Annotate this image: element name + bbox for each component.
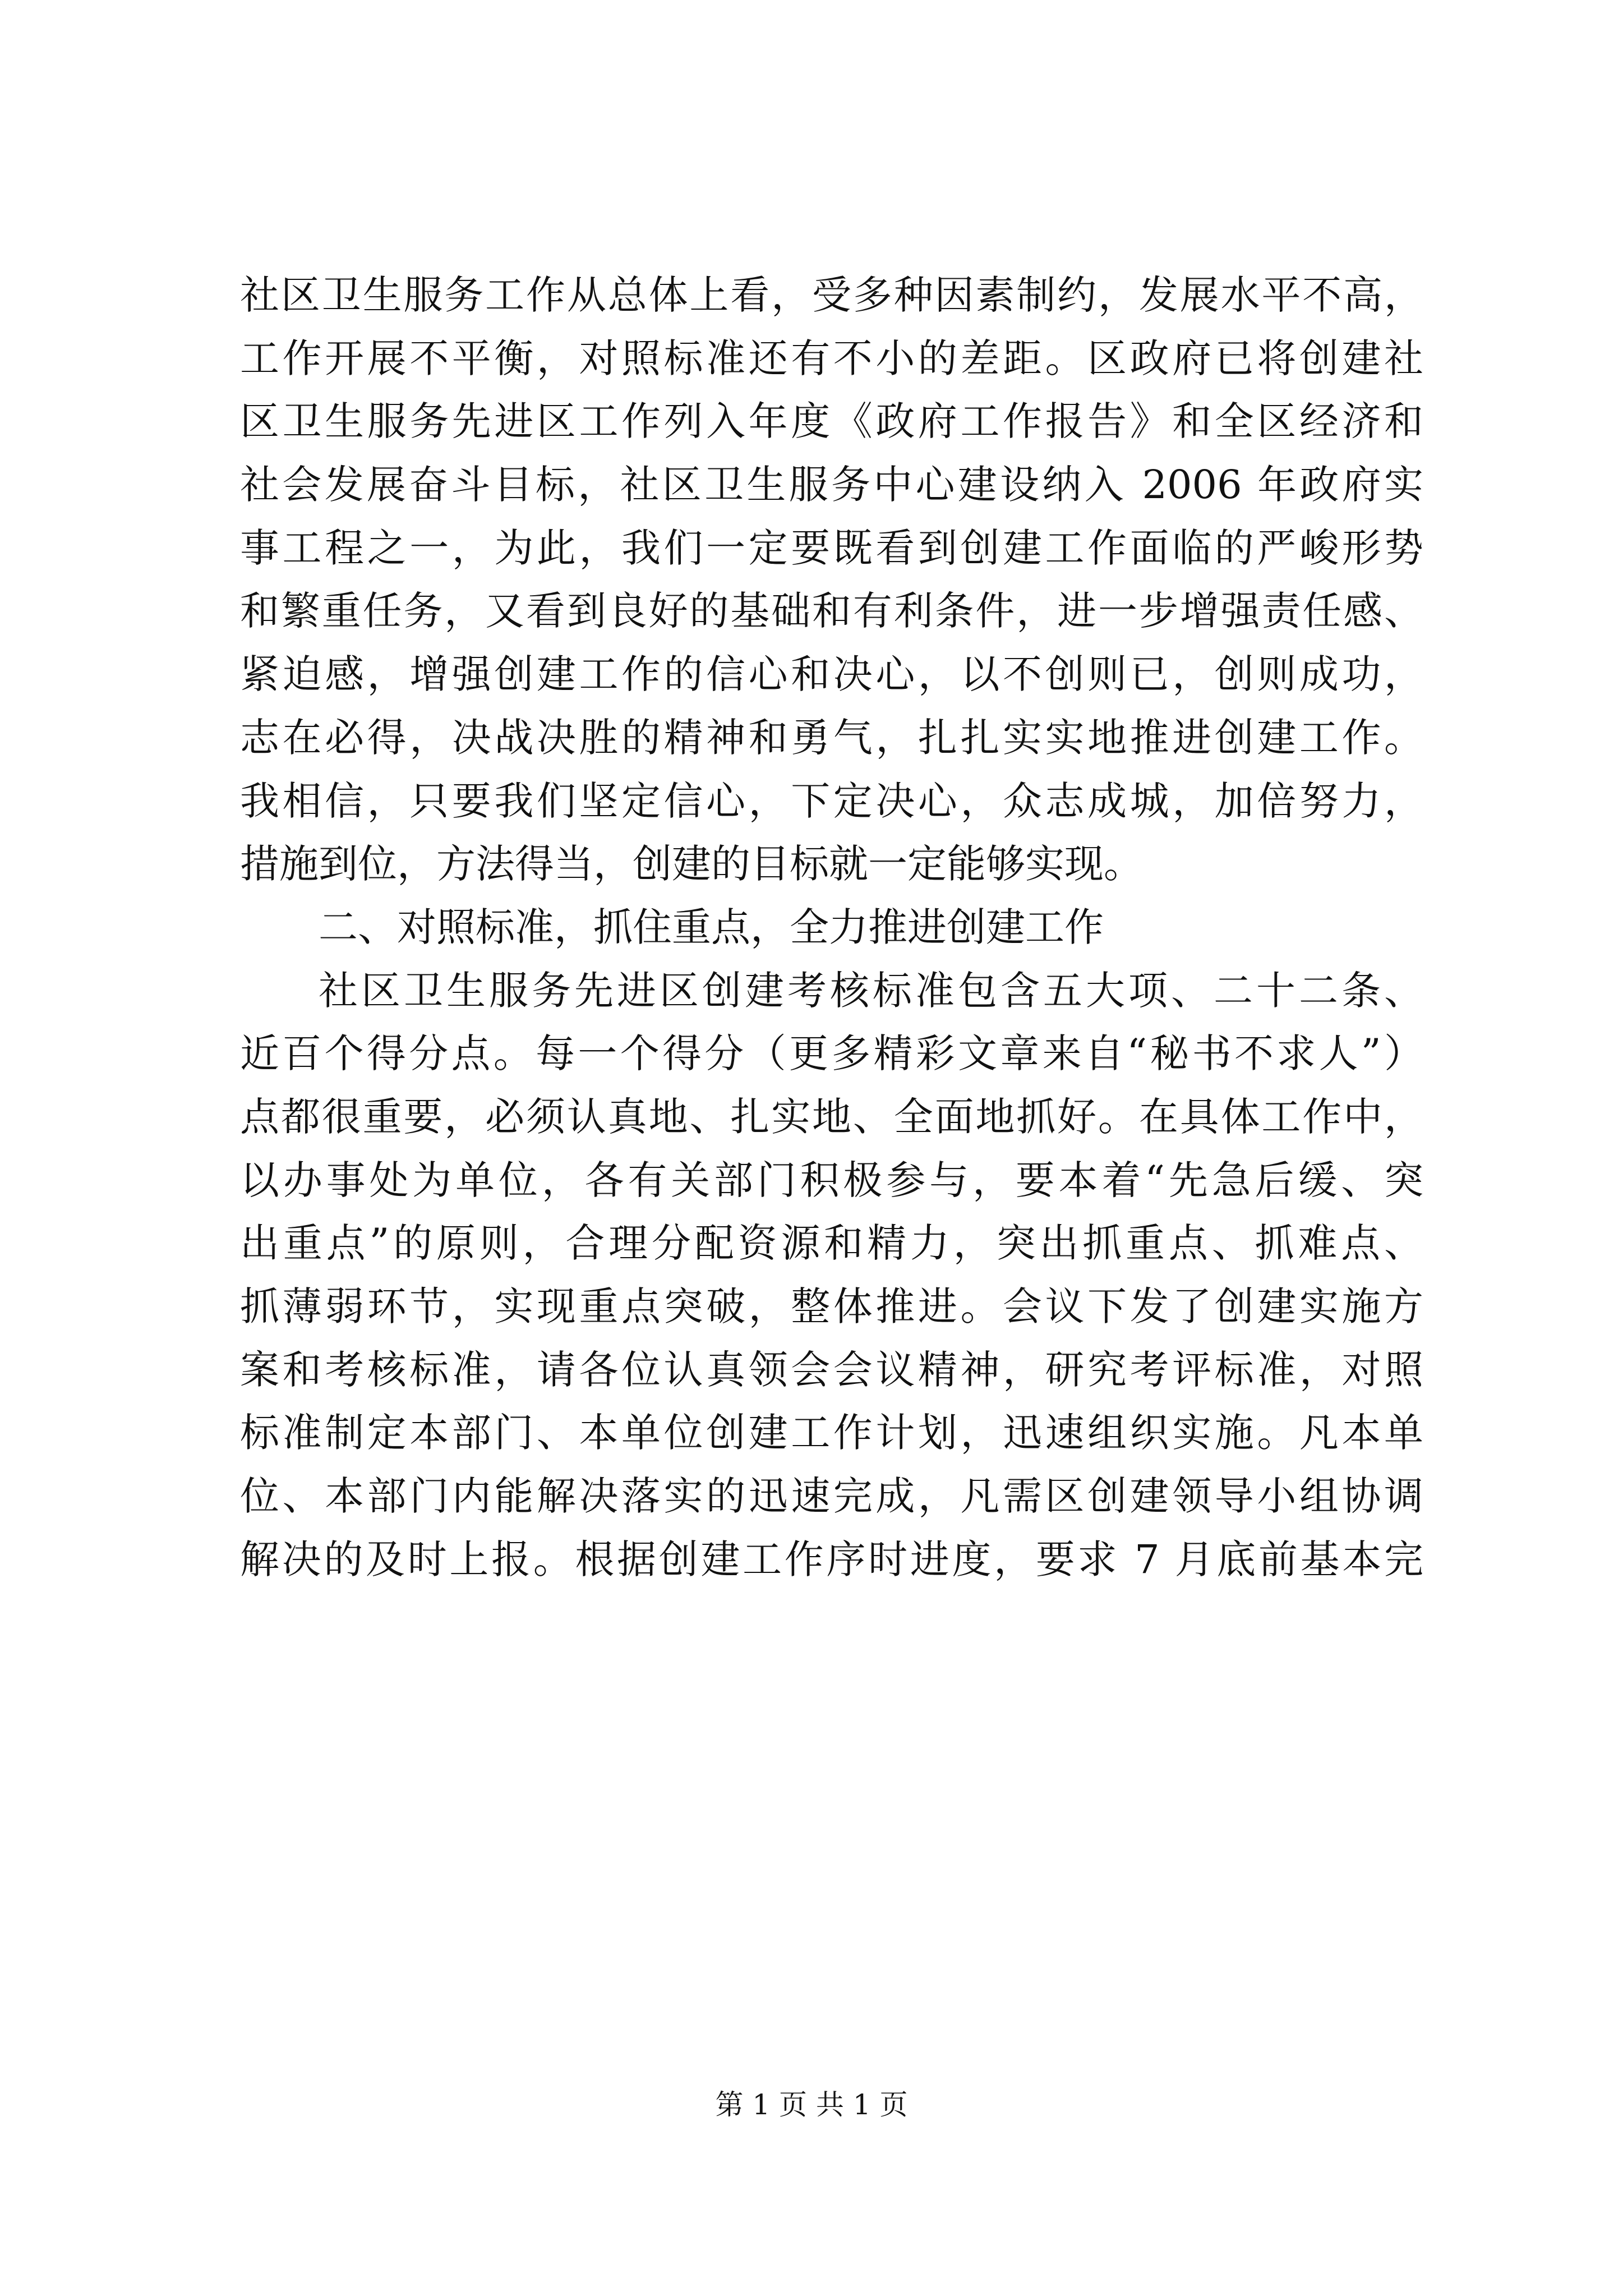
text-line: 社区卫生服务工作从总体上看，受多种因素制约，发展水平不高，: [240, 272, 1423, 318]
text-line: 志在必得，决战决胜的精神和勇气，扎扎实实地推进创建工作。: [240, 714, 1423, 761]
text-line: 我相信，只要我们坚定信心，下定决心，众志成城，加倍努力，: [240, 777, 1423, 824]
text-line: 案和考核标准，请各位认真领会会议精神，研究考评标准，对照: [240, 1346, 1423, 1393]
text-line: 近百个得分点。每一个得分（更多精彩文章来自“秘书不求人”）: [240, 1030, 1423, 1077]
text-line: 工作开展不平衡，对照标准还有不小的差距。区政府已将创建社: [240, 335, 1423, 381]
text-line: 标准制定本部门、本单位创建工作计划，迅速组织实施。凡本单: [240, 1410, 1423, 1456]
text-line: 以办事处为单位，各有关部门积极参与，要本着“先急后缓、突: [240, 1157, 1423, 1203]
text-line: 区卫生服务先进区工作列入年度《政府工作报告》和全区经济和: [240, 398, 1423, 445]
text-line: 和繁重任务，又看到良好的基础和有利条件，进一步增强责任感、: [240, 588, 1423, 634]
text-line: 社区卫生服务先进区创建考核标准包含五大项、二十二条、: [319, 967, 1423, 1014]
text-line: 出重点”的原则，合理分配资源和精力，突出抓重点、抓难点、: [240, 1220, 1423, 1267]
text-line: 位、本部门内能解决落实的迅速完成，凡需区创建领导小组协调: [240, 1473, 1423, 1520]
text-line: 事工程之一，为此，我们一定要既看到创建工作面临的严峻形势: [240, 524, 1423, 571]
text-line: 解决的及时上报。根据创建工作序时进度，要求 7 月底前基本完: [240, 1536, 1423, 1582]
page-number-footer: 第 1 页 共 1 页: [715, 2088, 908, 2121]
text-line: 社会发展奋斗目标，社区卫生服务中心建设纳入 2006 年政府实: [240, 462, 1423, 508]
text-line: 措施到位，方法得当，创建的目标就一定能够实现。: [240, 841, 1143, 887]
section-heading: 二、对照标准，抓住重点，全力推进创建工作: [319, 904, 1104, 950]
text-line: 抓薄弱环节，实现重点突破，整体推进。会议下发了创建实施方: [240, 1283, 1423, 1329]
text-line: 紧迫感，增强创建工作的信心和决心，以不创则已，创则成功，: [240, 651, 1423, 698]
document-body: [240, 264, 1423, 1591]
text-line: 点都很重要，必须认真地、扎实地、全面地抓好。在具体工作中，: [240, 1093, 1423, 1140]
